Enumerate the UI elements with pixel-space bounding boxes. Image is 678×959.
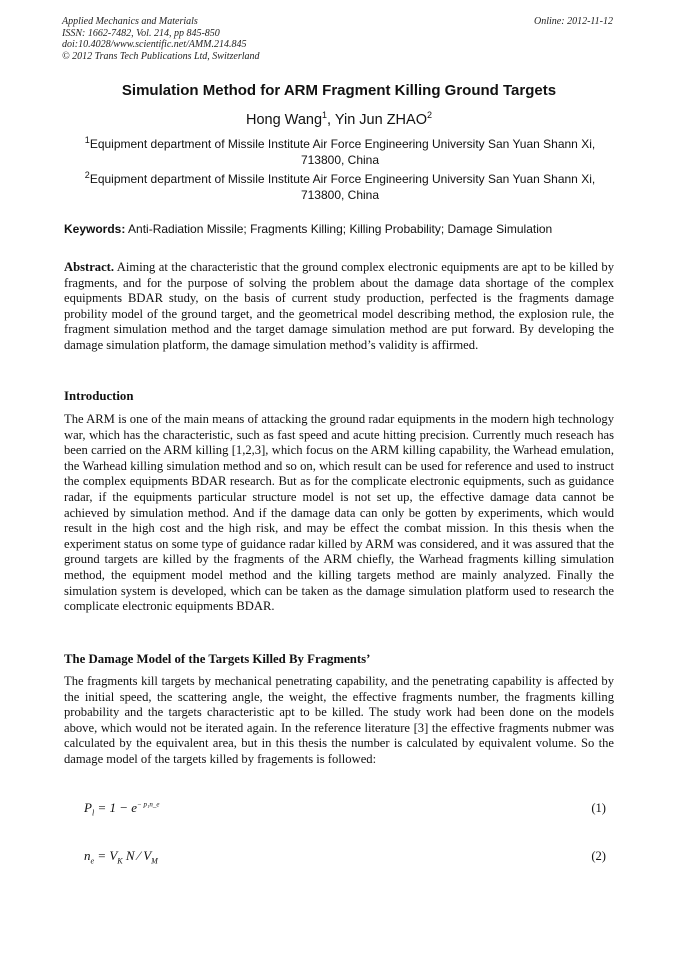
affiliation-2: [66, 172, 614, 203]
author-1: Hong Wang: [245, 112, 323, 128]
eq2-rhs-mid: N ⁄ V: [122, 848, 152, 863]
online-date: Online: 2012-11-12: [534, 16, 613, 27]
affiliation-1-marker: 1: [84, 135, 90, 145]
abstract: [64, 260, 614, 354]
eq1-lhs-sub: l: [91, 808, 95, 818]
eq1-exponent: − p₁n_e: [137, 800, 160, 809]
introduction-paragraph: The ARM is one of the main means of attacking the ground radar equipments in the modern high technology war, which has the characteristic, such as fast speed and acute hitting precision. Currently much reseach has been carried on the ARM killing [1,2,3], which focus on the ARM killing capability, the Warhead emulation, the Warhead killing simulation method and so on, which result can be used for reference and used to instruct the complex equipments BDAR research. But as for the complicate electronic equipments, such as guidance radar, if the equipments particular structure model is not set up, the effective damage data cannot be achieved by simulation method. And if the damage data can only be gotten by experiments, which would result in the high cost and the high risk, and may be effect the combat mission. In this thesis when the experiment status on some type of guidance radar killed by ARM was considered, and it was assured that the ground targets are killed by the fragments of the ARM chiefly, the Warhead fragments killing simulation method, the equipment model method and the killing targets method are mainly analyzed. Finally the simulation system is developed, which can be taken as the damage simulation platform used to research the complicate electronic equipments BDAR.: [64, 412, 614, 614]
journal-doi: doi:10.4028/www.scientific.net/AMM.214.845: [62, 39, 247, 50]
eq2-rhs-v: = V: [94, 848, 118, 863]
author-list: [40, 112, 638, 128]
journal-issn: ISSN: 1662-7482, Vol. 214, pp 845-850: [62, 27, 220, 39]
keywords: [64, 222, 614, 236]
eq2-sub-k: K: [117, 856, 123, 866]
journal-name: Applied Mechanics and Materials: [62, 16, 198, 27]
equation-2-number: (2): [591, 849, 606, 863]
affiliation-1-text: Equipment department of Missile Institute Air Force Engineering University San Yuan Shann Xi, 713800, China: [89, 137, 596, 167]
affiliation-2-marker: 2: [84, 170, 90, 180]
author-1-marker: 1: [322, 110, 328, 121]
eq2-sub-m: M: [151, 856, 158, 866]
author-2-marker: 2: [426, 110, 432, 121]
journal-copyright: © 2012 Trans Tech Publications Ltd, Switzerland: [62, 50, 260, 62]
journal-header: [62, 16, 260, 62]
author-2: Yin Jun ZHAO: [334, 112, 427, 128]
damage-model-paragraph: The fragments kill targets by mechanical penetrating capability, and the penetrating capability is affected by the initial speed, the scattering angle, the weight, the effective fragments number, the fragments killing probability and the targets characteristic apt to be killed. The study work had been done on the models above, which would not be iterated again. In the reference literature [3] the effective fragments nubmer was calculated by the equivalent area, but in this thesis the number is calculated by equivalent volume. So the damage model of the targets killed by fragements is followed:: [64, 674, 614, 766]
section-heading-introduction: Introduction: [64, 389, 134, 403]
equation-2: [84, 848, 158, 866]
equation-1-number: (1): [591, 801, 606, 815]
equation-1: [84, 800, 160, 818]
author-separator: ,: [327, 112, 335, 128]
keywords-text: Anti-Radiation Missile; Fragments Killing; Killing Probability; Damage Simulation: [125, 222, 553, 236]
keywords-label: Keywords:: [64, 222, 126, 236]
eq2-lhs: n: [84, 848, 91, 863]
affiliation-1: [66, 137, 614, 168]
eq1-rhs: = 1 − e: [94, 800, 138, 815]
eq1-lhs: P: [84, 800, 92, 815]
section-heading-damage-model: The Damage Model of the Targets Killed By Fragments’: [64, 652, 371, 666]
eq2-lhs-sub: e: [90, 856, 95, 866]
affiliation-2-text: Equipment department of Missile Institute Air Force Engineering University San Yuan Shann Xi, 713800, China: [89, 172, 596, 202]
abstract-text: Aiming at the characteristic that the ground complex electronic equipments are apt to be killed by fragments, and for the purpose of solving the problem about the damage data shortage of the complex equipments BDAR study, on the basis of current study production, perfected is the fragments damage probility model of the ground target, and the geometrical model describing method, the explosion rule, the fragment simulation method and the target damage simulation method are put forward. By developing the damage simulation platform, the damage simulation method’s validity is affirmed.: [64, 260, 614, 352]
abstract-label: Abstract.: [64, 260, 115, 274]
paper-title: Simulation Method for ARM Fragment Killing Ground Targets: [121, 82, 557, 99]
